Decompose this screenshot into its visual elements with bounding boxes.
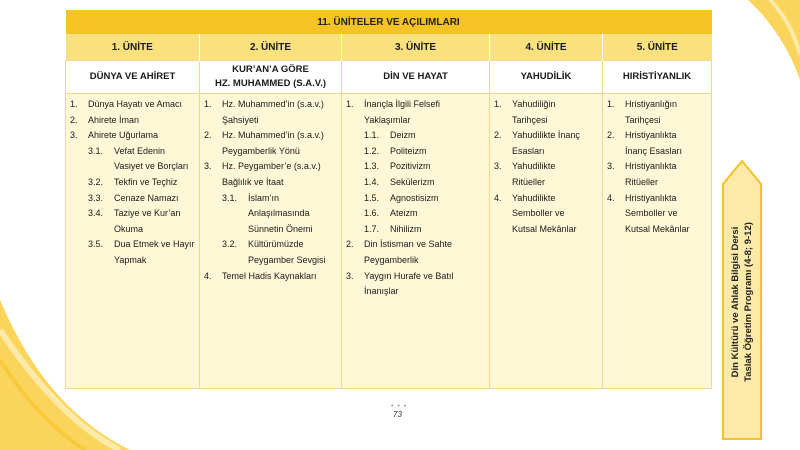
list-item bbox=[70, 206, 195, 237]
list-item bbox=[70, 144, 195, 175]
unit-2-topics bbox=[200, 94, 342, 389]
item-number: 3. bbox=[70, 130, 78, 141]
list-item bbox=[494, 128, 598, 159]
item-text-line: Yahudilikte İnanç bbox=[512, 130, 580, 141]
unit-heading bbox=[66, 61, 200, 94]
item-text-line: Hz. Peygamber’e (s.a.v.) bbox=[222, 161, 321, 172]
unit-heading-line: HZ. MUHAMMED (S.A.V.) bbox=[214, 78, 326, 89]
item-text-line: Bağlılık ve İtaat bbox=[222, 176, 284, 187]
page-dots: • • • bbox=[391, 403, 408, 410]
list-item bbox=[204, 191, 337, 238]
item-text-line: Hz. Muhammed’in (s.a.v.) bbox=[222, 99, 324, 109]
item-text-line: İnanışlar bbox=[364, 286, 399, 297]
unit-heading-row bbox=[66, 61, 712, 94]
item-text-line: Temel Hadis Kaynakları bbox=[222, 270, 317, 281]
item-number: 1.6. bbox=[364, 208, 380, 219]
item-number: 3. bbox=[346, 270, 354, 281]
unit-1-topics bbox=[66, 94, 200, 389]
item-text-line: İnanç Esasları bbox=[625, 145, 683, 156]
item-text-line: Ritüeller bbox=[625, 176, 659, 187]
item-text-line: Hristiyanlıkta bbox=[625, 161, 677, 172]
unit-heading bbox=[200, 61, 342, 94]
list-item bbox=[494, 97, 598, 128]
item-text-line: Tekfin ve Teçhiz bbox=[114, 176, 178, 187]
item-text-line: Nihilizm bbox=[390, 223, 422, 234]
table-title: 11. ÜNİTELER VE AÇILIMLARI bbox=[66, 10, 712, 34]
item-text-line: Sünnetin Önemi bbox=[248, 223, 313, 234]
item-number: 3. bbox=[204, 161, 212, 172]
list-item bbox=[204, 128, 337, 159]
list-item bbox=[346, 159, 485, 175]
item-text-line: Tarihçesi bbox=[512, 114, 548, 125]
units-table bbox=[65, 10, 712, 389]
list-item bbox=[346, 206, 485, 222]
item-text-line: Peygamberlik bbox=[364, 254, 419, 265]
item-text-line: Deizm bbox=[390, 130, 416, 141]
item-text-line: İnançla İlgili Felsefi bbox=[364, 99, 441, 109]
item-text-line: Hristiyanlıkta bbox=[625, 130, 677, 141]
item-number: 3. bbox=[607, 161, 615, 172]
unit-number-row bbox=[66, 34, 712, 61]
item-number: 2. bbox=[346, 239, 354, 250]
item-text-line: Yapmak bbox=[114, 254, 147, 265]
item-text-line: Yahudilikte bbox=[512, 192, 556, 203]
list-item bbox=[346, 237, 485, 268]
item-text-line: Yaklaşımlar bbox=[364, 114, 411, 125]
item-text-line: Kutsal Mekânlar bbox=[625, 223, 690, 234]
item-number: 1.3. bbox=[364, 161, 380, 172]
item-text-line: Ritüeller bbox=[512, 176, 546, 187]
item-number: 4. bbox=[494, 192, 502, 203]
list-item bbox=[70, 237, 195, 268]
item-text-line: Cenaze Namazı bbox=[114, 192, 179, 203]
topic-list bbox=[607, 97, 707, 237]
item-text-line: Ahirete Uğurlama bbox=[88, 130, 159, 141]
item-number: 2. bbox=[607, 130, 615, 141]
item-text-line: Peygamber Sevgisi bbox=[248, 254, 326, 265]
item-number: 2. bbox=[494, 130, 502, 141]
item-text-line: Dünya Hayatı ve Amacı bbox=[88, 99, 183, 109]
item-number: 1. bbox=[346, 99, 354, 109]
topic-list bbox=[494, 97, 598, 237]
list-item bbox=[70, 97, 195, 113]
unit-heading-line: DÜNYA VE AHİRET bbox=[89, 71, 176, 82]
list-item bbox=[607, 191, 707, 238]
page-number: 73 bbox=[393, 410, 402, 419]
item-number: 1.7. bbox=[364, 223, 380, 234]
item-text-line: Vasiyet ve Borçları bbox=[114, 161, 189, 172]
list-item bbox=[346, 191, 485, 207]
table-title-row bbox=[66, 10, 712, 34]
list-item bbox=[346, 175, 485, 191]
list-item bbox=[607, 97, 707, 128]
item-number: 3.1. bbox=[88, 145, 104, 156]
unit-number: 2. ÜNİTE bbox=[200, 34, 342, 61]
unit-heading bbox=[603, 61, 712, 94]
item-number: 1. bbox=[607, 99, 615, 109]
item-text-line: Kutsal Mekânlar bbox=[512, 223, 577, 234]
list-item bbox=[70, 191, 195, 207]
unit-5-topics bbox=[603, 94, 712, 389]
side-label-line: Taslak Öğretim Programı (4-8; 9-12) bbox=[743, 222, 754, 382]
item-number: 3.5. bbox=[88, 239, 104, 250]
item-number: 3.2. bbox=[222, 239, 238, 250]
item-text-line: Ateizm bbox=[390, 208, 418, 219]
item-text-line: Dua Etmek ve Hayır bbox=[114, 239, 195, 250]
list-item bbox=[494, 159, 598, 190]
item-number: 3.4. bbox=[88, 208, 104, 219]
list-item bbox=[346, 128, 485, 144]
item-number: 3.3. bbox=[88, 192, 104, 203]
item-text-line: Hristiyanlığın bbox=[625, 99, 678, 109]
item-number: 2. bbox=[204, 130, 212, 141]
item-text-line: İslam’ın Anlaşılmasında bbox=[248, 192, 310, 219]
topic-list bbox=[70, 97, 195, 269]
list-item bbox=[70, 113, 195, 129]
item-text-line: Esasları bbox=[512, 145, 545, 156]
side-label bbox=[729, 222, 755, 382]
item-number: 1.2. bbox=[364, 145, 380, 156]
unit-heading-line: YAHUDİLİK bbox=[520, 71, 572, 82]
unit-heading-line: DİN VE HAYAT bbox=[383, 71, 448, 82]
unit-number: 1. ÜNİTE bbox=[66, 34, 200, 61]
unit-number: 5. ÜNİTE bbox=[603, 34, 712, 61]
list-item bbox=[346, 222, 485, 238]
item-text-line: Peygamberlik Yönü bbox=[222, 145, 300, 156]
item-text-line: Agnostisizm bbox=[390, 192, 439, 203]
list-item bbox=[70, 128, 195, 144]
item-number: 4. bbox=[607, 192, 615, 203]
list-item bbox=[346, 97, 485, 128]
unit-3-topics bbox=[342, 94, 490, 389]
item-text-line: Hz. Muhammed’in (s.a.v.) bbox=[222, 130, 324, 141]
item-number: 3.1. bbox=[222, 192, 238, 203]
unit-content-row bbox=[66, 94, 712, 389]
item-text-line: Din İstismarı ve Sahte bbox=[364, 239, 453, 250]
item-text-line: Şahsiyeti bbox=[222, 114, 259, 125]
list-item bbox=[607, 128, 707, 159]
item-number: 1.1. bbox=[364, 130, 380, 141]
list-item bbox=[70, 175, 195, 191]
item-number: 1.5. bbox=[364, 192, 380, 203]
list-item bbox=[204, 97, 337, 128]
list-item bbox=[346, 144, 485, 160]
list-item bbox=[607, 159, 707, 190]
item-text-line: Yahudiliğin bbox=[512, 99, 556, 109]
item-text-line: Politeizm bbox=[390, 145, 427, 156]
item-number: 1. bbox=[494, 99, 502, 109]
unit-4-topics bbox=[490, 94, 603, 389]
item-number: 1.4. bbox=[364, 176, 380, 187]
list-item bbox=[346, 269, 485, 300]
item-text-line: Pozitivizm bbox=[390, 161, 431, 172]
item-number: 2. bbox=[70, 114, 78, 125]
item-text-line: Ahirete İman bbox=[88, 114, 140, 125]
item-text-line: Semboller ve bbox=[512, 208, 565, 219]
item-text-line: Taziye ve Kur’an bbox=[114, 208, 181, 219]
list-item bbox=[204, 237, 337, 268]
unit-heading-line: KUR’AN’A GÖRE bbox=[232, 64, 309, 75]
item-text-line: Semboller ve bbox=[625, 208, 678, 219]
item-number: 3. bbox=[494, 161, 502, 172]
side-label-line: Din Kültürü ve Ahlak Bilgisi Dersi bbox=[730, 226, 741, 378]
unit-number: 3. ÜNİTE bbox=[342, 34, 490, 61]
item-text-line: Sekülerizm bbox=[390, 176, 435, 187]
item-text-line: Tarihçesi bbox=[625, 114, 661, 125]
item-text-line: Yaygın Hurafe ve Batıl bbox=[364, 270, 454, 281]
list-item bbox=[204, 159, 337, 190]
list-item bbox=[494, 191, 598, 238]
item-text-line: Hristiyanlıkta bbox=[625, 192, 677, 203]
unit-heading bbox=[490, 61, 603, 94]
item-text-line: Kültürümüzde bbox=[248, 239, 304, 250]
topic-list bbox=[346, 97, 485, 300]
unit-heading-line: HIRİSTİYANLIK bbox=[622, 71, 692, 82]
item-number: 4. bbox=[204, 270, 212, 281]
item-text-line: Okuma bbox=[114, 223, 144, 234]
unit-number: 4. ÜNİTE bbox=[490, 34, 603, 61]
item-text-line: Vefat Edenin bbox=[114, 145, 166, 156]
item-text-line: Yahudilikte bbox=[512, 161, 556, 172]
item-number: 1. bbox=[70, 99, 78, 109]
topic-list bbox=[204, 97, 337, 284]
item-number: 3.2. bbox=[88, 176, 104, 187]
item-number: 1. bbox=[204, 99, 212, 109]
list-item bbox=[204, 269, 337, 285]
unit-heading bbox=[342, 61, 490, 94]
